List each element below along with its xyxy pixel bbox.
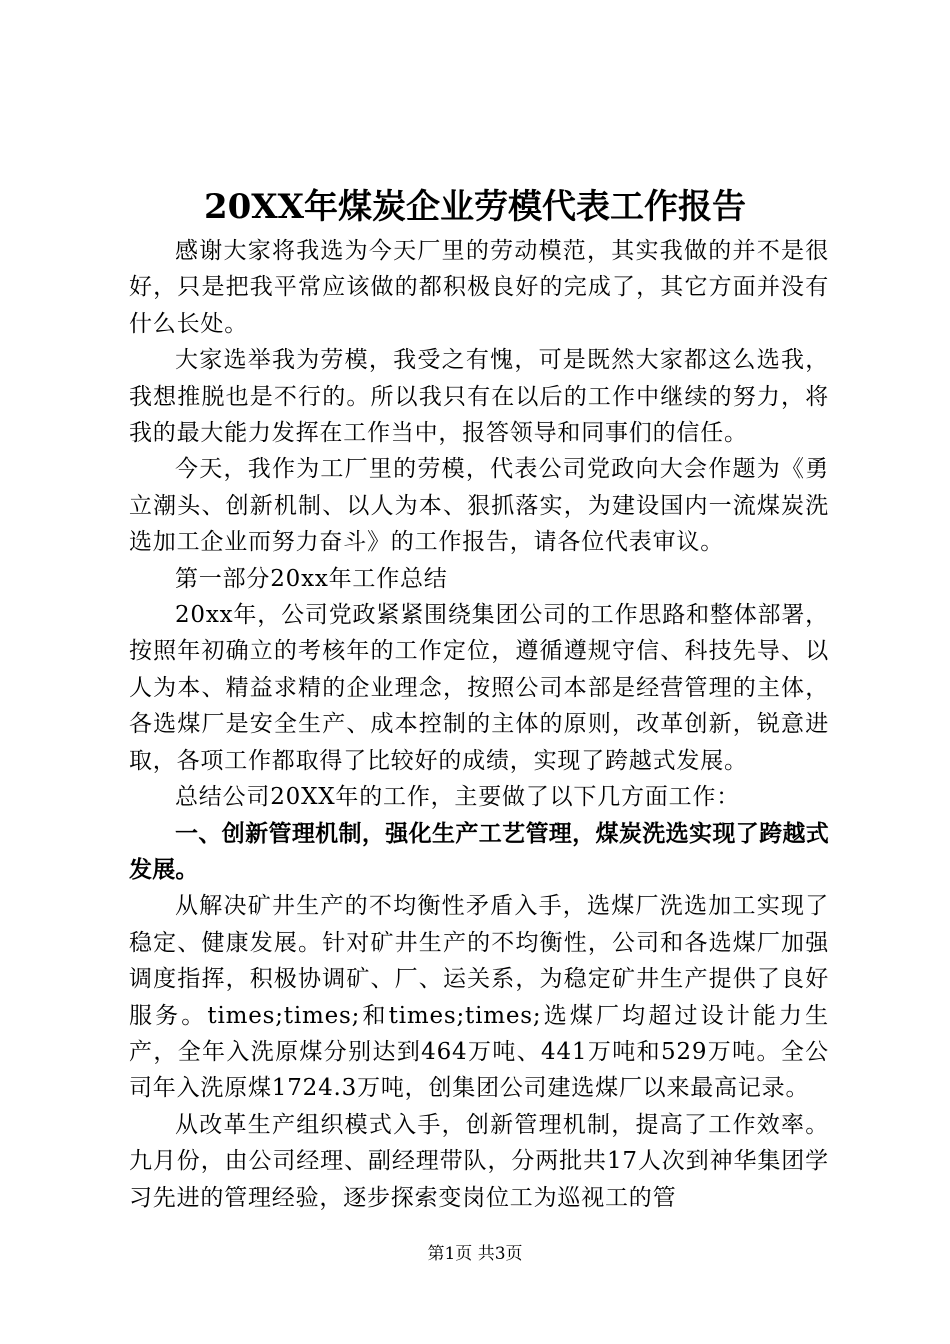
paragraph-election: 大家选举我为劳模，我受之有愧，可是既然大家都这么选我，我想推脱也是不行的。所以我只有在以后的工作中继续的努力，将我的最大能力发挥在工作当中，报答领导和同事们的信任。 bbox=[129, 347, 829, 447]
paragraph-thanks: 感谢大家将我选为今天厂里的劳动模范，其实我做的并不是很好，只是把我平常应该做的都积极良好的完成了，其它方面并没有什么长处。 bbox=[129, 238, 829, 337]
paragraph-production-balance: 从解决矿井生产的不均衡性矛盾入手，选煤厂洗选加工实现了稳定、健康发展。针对矿井生产的不均衡性，公司和各选煤厂加强调度指挥，积极协调矿、厂、运关系，为稳定矿井生产提供了良好服务。times;times;和times;times;选煤厂均超过设计能力生产，全年入洗原煤分别达到464万吨、441万吨和529万吨。全公司年入洗原煤1724.3万吨，创集团公司建选煤厂以来最高记录。 bbox=[129, 893, 829, 1102]
paragraph-report-intro: 今天，我作为工厂里的劳模，代表公司党政向大会作题为《勇立潮头、创新机制、以人为本、狠抓落实，为建设国内一流煤炭洗选加工企业而努力奋斗》的工作报告，请各位代表审议。 bbox=[129, 456, 829, 556]
subheading-innovation: 一、创新管理机制，强化生产工艺管理，煤炭洗选实现了跨越式发展。 bbox=[129, 820, 829, 883]
section-heading-part-one: 第一部分20xx年工作总结 bbox=[175, 565, 448, 592]
document-title: 20XX年煤炭企业劳模代表工作报告 bbox=[203, 187, 747, 227]
paragraph-year-summary: 20xx年，公司党政紧紧围绕集团公司的工作思路和整体部署，按照年初确立的考核年的工作定位，遵循遵规守信、科技先导、以人为本、精益求精的企业理念，按照公司本部是经营管理的主体，各选煤厂是安全生产、成本控制的主体的原则，改革创新，锐意进取，各项工作都取得了比较好的成绩，实现了跨越式发展。 bbox=[129, 602, 829, 774]
paragraph-summary-lead: 总结公司20XX年的工作，主要做了以下几方面工作： bbox=[175, 784, 741, 811]
page-footer: 第1页 共3页 bbox=[427, 1244, 523, 1264]
paragraph-organization-reform: 从改革生产组织模式入手，创新管理机制，提高了工作效率。九月份，由公司经理、副经理带队，分两批共17人次到神华集团学习先进的管理经验，逐步探索变岗位工为巡视工的管 bbox=[129, 1111, 829, 1211]
document-body bbox=[129, 233, 829, 1216]
